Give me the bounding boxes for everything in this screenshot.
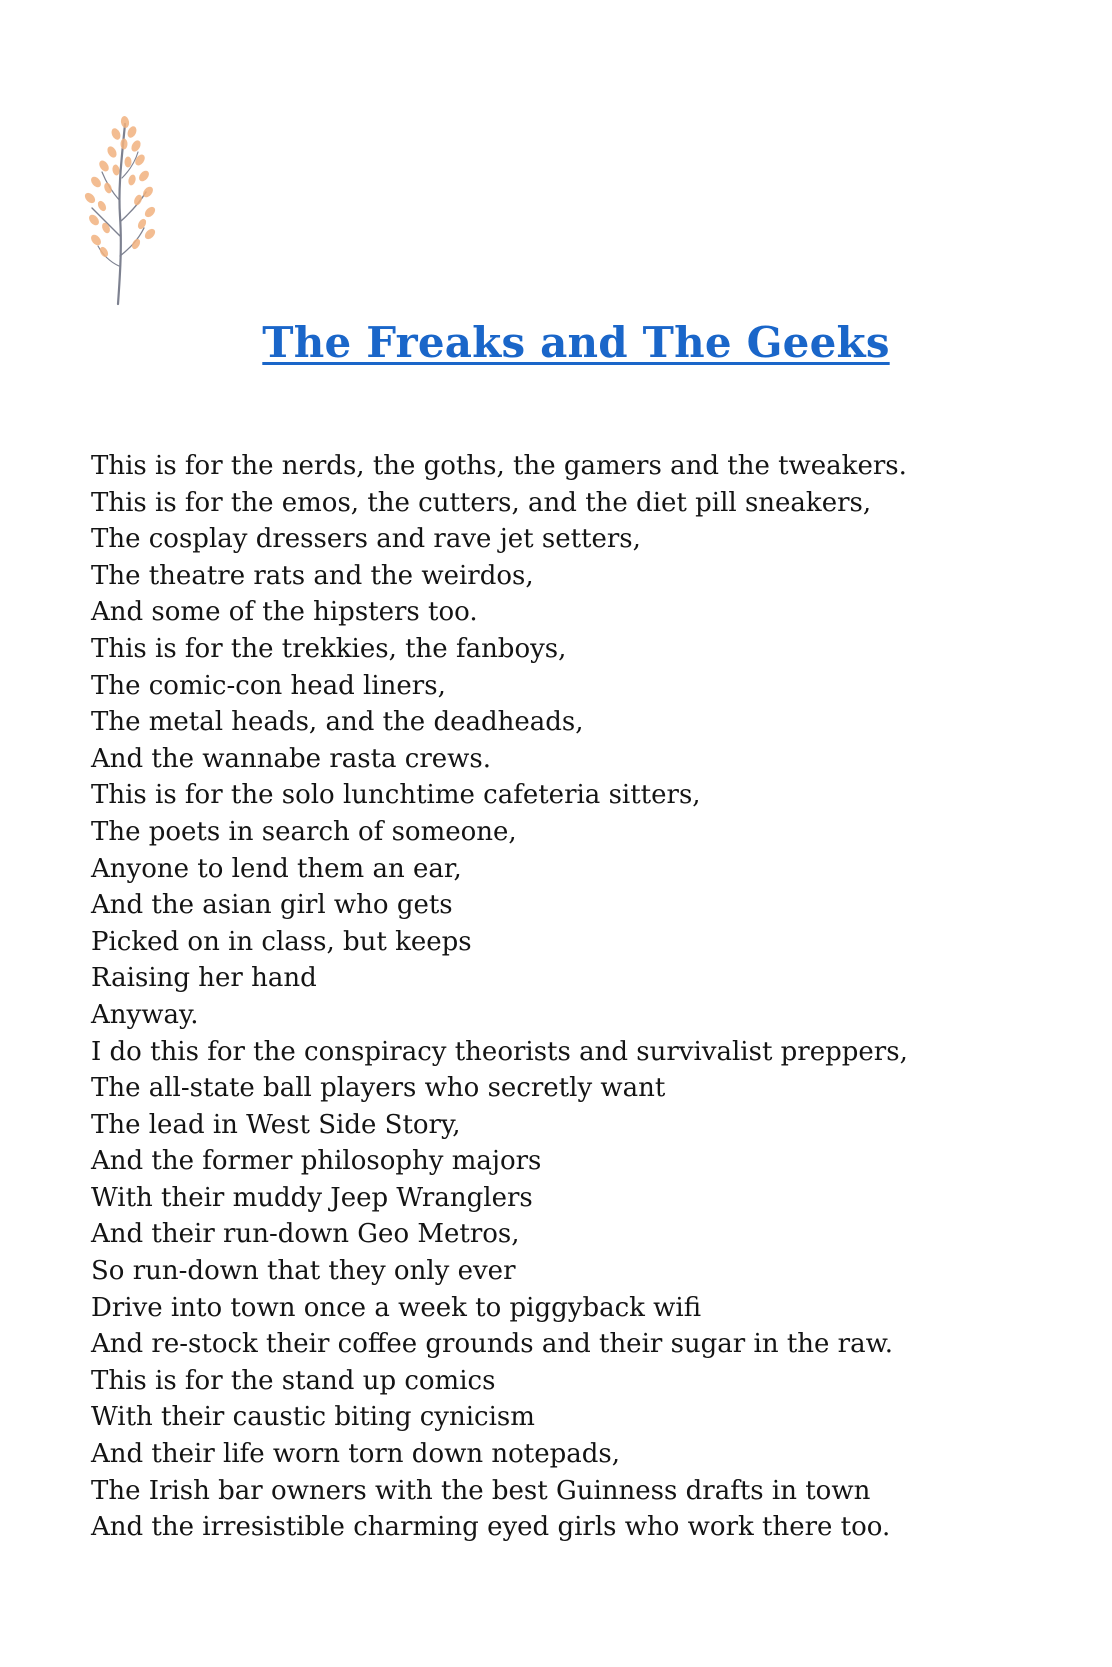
poem-line: Picked on in class, but keeps: [91, 926, 472, 957]
poem-line: This is for the trekkies, the fanboys,: [91, 633, 567, 664]
poem-line: And their run-down Geo Metros,: [91, 1219, 520, 1250]
poem-line: The poets in search of someone,: [91, 816, 517, 847]
page-title[interactable]: The Freaks and The Geeks: [262, 318, 890, 367]
poem-line: This is for the emos, the cutters, and the diet pill sneakers,: [91, 487, 872, 518]
poem-line: I do this for the conspiracy theorists and survivalist preppers,: [91, 1036, 908, 1067]
poem-body: [91, 448, 1071, 1546]
poem-line: The theatre rats and the weirdos,: [91, 560, 534, 591]
poem-line: The cosplay dressers and rave jet setters,: [91, 524, 641, 555]
poem-line: This is for the nerds, the goths, the gamers and the tweakers.: [91, 451, 907, 481]
poem-line: And their life worn torn down notepads,: [91, 1439, 621, 1470]
poem-line: And the wannabe rasta crews.: [91, 743, 492, 774]
poem-line: And re-stock their coffee grounds and their sugar in the raw.: [91, 1329, 894, 1360]
poem-line: Anyone to lend them an ear,: [91, 853, 462, 884]
poem-line: The lead in West Side Story,: [91, 1109, 461, 1140]
poem-line: This is for the stand up comics: [91, 1365, 496, 1396]
poem-line: And the asian girl who gets: [91, 890, 453, 921]
poem-line: And the former philosophy majors: [91, 1146, 542, 1177]
poem-line: And the irresistible charming eyed girls who work there too.: [91, 1512, 891, 1543]
poem-line: And some of the hipsters too.: [91, 597, 478, 628]
title-container: [0, 318, 1112, 367]
poem-line: Drive into town once a week to piggyback wifi: [91, 1292, 702, 1323]
poem-line: Raising her hand: [91, 963, 317, 994]
poem-line: The comic-con head liners,: [91, 670, 446, 701]
botanical-sprig-icon: [80, 116, 170, 306]
poem-line: The metal heads, and the deadheads,: [91, 707, 584, 738]
poem-line: So run-down that they only ever: [91, 1256, 516, 1287]
poem-line: This is for the solo lunchtime cafeteria sitters,: [91, 780, 701, 811]
poem-line: Anyway.: [91, 999, 199, 1030]
poem-line: With their muddy Jeep Wranglers: [91, 1182, 533, 1213]
poem-line: With their caustic biting cynicism: [91, 1402, 535, 1433]
poem-line: The Irish bar owners with the best Guinness drafts in town: [91, 1475, 871, 1506]
poem-line: The all-state ball players who secretly want: [91, 1073, 666, 1104]
